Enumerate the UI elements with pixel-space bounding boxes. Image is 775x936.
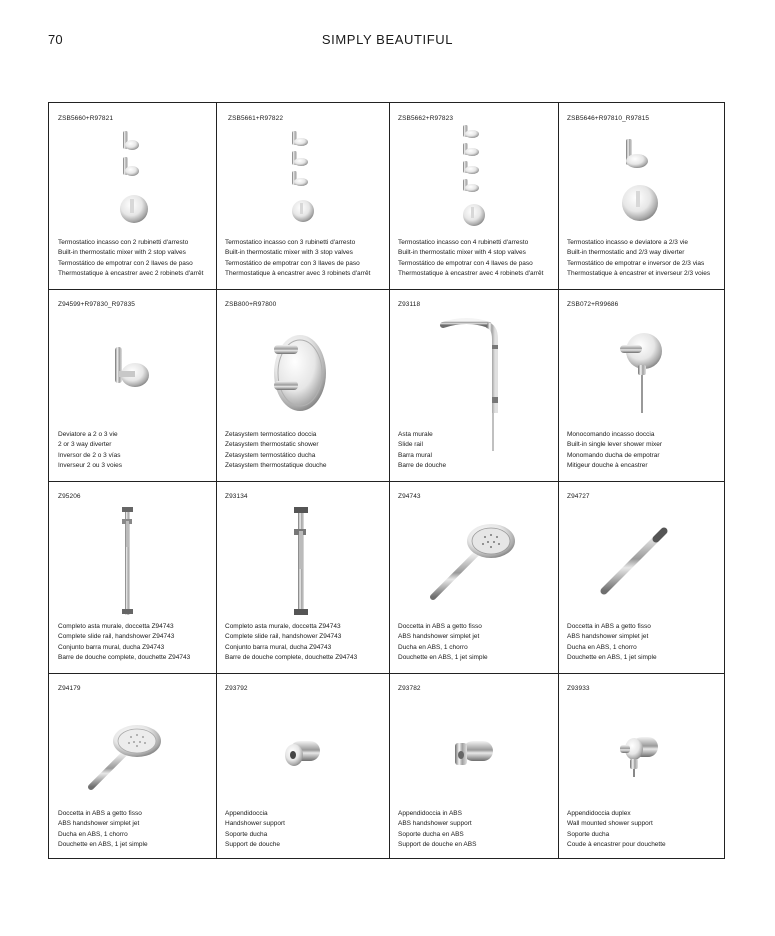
product-cell [216, 103, 389, 289]
product-cell [49, 673, 216, 860]
desc-line: Thermostatique à encastrer avec 3 robinets d'arrêt [225, 269, 371, 277]
desc-line: Barre de douche [398, 461, 447, 469]
desc-line: Built-in thermostatic mixer with 2 stop valves [58, 249, 186, 257]
product-cell [49, 481, 216, 673]
product-cell [216, 673, 389, 860]
desc-line: Barre de douche complete, douchette Z94743 [225, 653, 358, 661]
desc-line: Slide rail [398, 441, 423, 449]
product-cell [216, 289, 389, 481]
slide-rail-set-icon [115, 505, 141, 617]
desc-line: Zetasystem termostático ducha [225, 451, 316, 459]
desc-line: Termostático de empotrar e inversor de 2/3 vias [567, 259, 705, 267]
product-code: Z93792 [225, 685, 248, 692]
desc-line: Appendidoccia in ABS [398, 810, 462, 818]
product-cell [389, 289, 558, 481]
product-code: Z95206 [58, 493, 81, 500]
desc-line: Termostatico incasso con 4 rubinetti d'arresto [398, 239, 529, 247]
desc-line: Ducha en ABS, 1 chorro [398, 643, 468, 651]
desc-line: Termostático de empotrar con 2 llaves de paso [58, 259, 193, 267]
desc-line: Built-in single lever shower mixer [567, 441, 663, 449]
desc-line: Deviatore a 2 o 3 vie [58, 431, 118, 439]
zetasystem-thermostatic-icon [266, 333, 330, 417]
desc-line: Zetasystem termostatico doccia [225, 431, 317, 439]
desc-line: Barra mural [398, 451, 432, 459]
slide-rail-set-icon [288, 505, 314, 617]
duplex-support-icon [618, 731, 662, 779]
desc-line: Support de douche en ABS [398, 840, 477, 848]
desc-line: Inverseur 2 ou 3 voies [58, 461, 122, 469]
desc-line: Zetasystem thermostatic shower [225, 441, 319, 449]
desc-line: Termostático de empotrar con 3 llaves de paso [225, 259, 360, 267]
desc-line: ABS handshower simplet jet [398, 633, 480, 641]
product-cell [558, 103, 726, 289]
desc-line: Completo asta murale, doccetta Z94743 [225, 623, 341, 631]
product-code: ZSB5646+R97810_R97815 [567, 115, 650, 122]
desc-line: Monomando ducha de empotrar [567, 451, 660, 459]
product-cell [389, 103, 558, 289]
desc-line: Doccetta in ABS a getto fisso [398, 623, 482, 631]
desc-line: Ducha en ABS, 1 chorro [567, 643, 637, 651]
desc-line: Soporte ducha en ABS [398, 830, 464, 838]
product-cell [216, 481, 389, 673]
desc-line: Appendidoccia [225, 810, 268, 818]
desc-line: Built-in thermostatic mixer with 3 stop valves [225, 249, 353, 257]
round-handshower-icon [427, 521, 519, 603]
page-title: SIMPLY BEAUTIFUL [321, 32, 454, 47]
product-code: ZSB5660+R97821 [58, 115, 114, 122]
thermostatic-4-valves-icon [457, 123, 491, 229]
product-code: Z93118 [398, 301, 421, 308]
product-cell [558, 481, 726, 673]
product-code: Z94599+R97830_R97835 [58, 301, 135, 308]
product-code: ZSB5662+R97823 [398, 115, 454, 122]
desc-line: Complete slide rail, handshower Z94743 [58, 633, 175, 641]
desc-line: Appendidoccia duplex [567, 810, 631, 818]
desc-line: Douchette en ABS, 1 jet simple [58, 840, 148, 848]
product-cell [49, 103, 216, 289]
desc-line: Barre de douche complete, douchette Z94743 [58, 653, 191, 661]
desc-line: Completo asta murale, doccetta Z94743 [58, 623, 174, 631]
page-number: 70 [48, 32, 63, 47]
desc-line: Monocomando incasso doccia [567, 431, 655, 439]
desc-line: Thermostatique à encastrer et inverseur 2/3 voies [567, 269, 711, 277]
product-code: ZSB800+R97800 [225, 301, 277, 308]
desc-line: Built-in thermostatic mixer with 4 stop valves [398, 249, 526, 257]
product-cell [558, 673, 726, 860]
desc-line: Asta murale [398, 431, 433, 439]
product-code: ZSB072+R99686 [567, 301, 619, 308]
product-cell [49, 289, 216, 481]
product-code: Z93933 [567, 685, 590, 692]
desc-line: Doccetta in ABS a getto fisso [567, 623, 651, 631]
desc-line: Handshower support [225, 820, 285, 828]
diverter-icon [111, 345, 151, 391]
handshower-icon [85, 715, 165, 795]
product-code: Z94179 [58, 685, 81, 692]
shower-support-icon [282, 735, 326, 771]
abs-shower-support-icon [451, 735, 497, 771]
desc-line: Termostático de empotrar con 4 llaves de paso [398, 259, 533, 267]
desc-line: Soporte ducha [225, 830, 268, 838]
desc-line: Zetasystem thermostatique douche [225, 461, 327, 469]
desc-line: Doccetta in ABS a getto fisso [58, 810, 142, 818]
thermostatic-diverter-icon [620, 137, 660, 227]
stick-handshower-icon [598, 527, 670, 597]
desc-line: Thermostatique à encastrer avec 2 robinets d'arrêt [58, 269, 204, 277]
desc-line: Complete slide rail, handshower Z94743 [225, 633, 342, 641]
thermostatic-2-valves-icon [117, 129, 151, 225]
slide-rail-icon [437, 317, 507, 453]
desc-line: 2 or 3 way diverter [58, 441, 112, 449]
thermostatic-3-valves-icon [286, 129, 320, 225]
desc-line: Coude à encastrer pour douchette [567, 840, 666, 848]
product-code: Z94743 [398, 493, 421, 500]
product-cell [558, 289, 726, 481]
single-lever-mixer-icon [616, 329, 662, 415]
desc-line: Douchette en ABS, 1 jet simple [398, 653, 488, 661]
desc-line: Mitigeur douche à encastrer [567, 461, 648, 469]
product-cell [389, 673, 558, 860]
product-code: Z93134 [225, 493, 248, 500]
desc-line: Conjunto barra mural, ducha Z94743 [58, 643, 165, 651]
desc-line: Soporte ducha [567, 830, 610, 838]
desc-line: Ducha en ABS, 1 chorro [58, 830, 128, 838]
desc-line: Support de douche [225, 840, 280, 848]
desc-line: Inversor de 2 o 3 vías [58, 451, 121, 459]
desc-line: Termostatico incasso con 3 rubinetti d'arresto [225, 239, 356, 247]
desc-line: ABS handshower support [398, 820, 472, 828]
product-cell [389, 481, 558, 673]
desc-line: ABS handshower simplet jet [58, 820, 140, 828]
product-code: ZSB5661+R97822 [228, 115, 284, 122]
desc-line: Thermostatique à encastrer avec 4 robinets d'arrêt [398, 269, 544, 277]
desc-line: Conjunto barra mural, ducha Z94743 [225, 643, 332, 651]
desc-line: ABS handshower simplet jet [567, 633, 649, 641]
product-code: Z94727 [567, 493, 590, 500]
desc-line: Wall mounted shower support [567, 820, 653, 828]
desc-line: Built-in thermostatic and 2/3 way diverter [567, 249, 685, 257]
desc-line: Douchette en ABS, 1 jet simple [567, 653, 657, 661]
desc-line: Termostatico incasso e deviatore a 2/3 vie [567, 239, 689, 247]
product-grid [48, 102, 725, 859]
desc-line: Termostatico incasso con 2 rubinetti d'arresto [58, 239, 189, 247]
product-code: Z93782 [398, 685, 421, 692]
